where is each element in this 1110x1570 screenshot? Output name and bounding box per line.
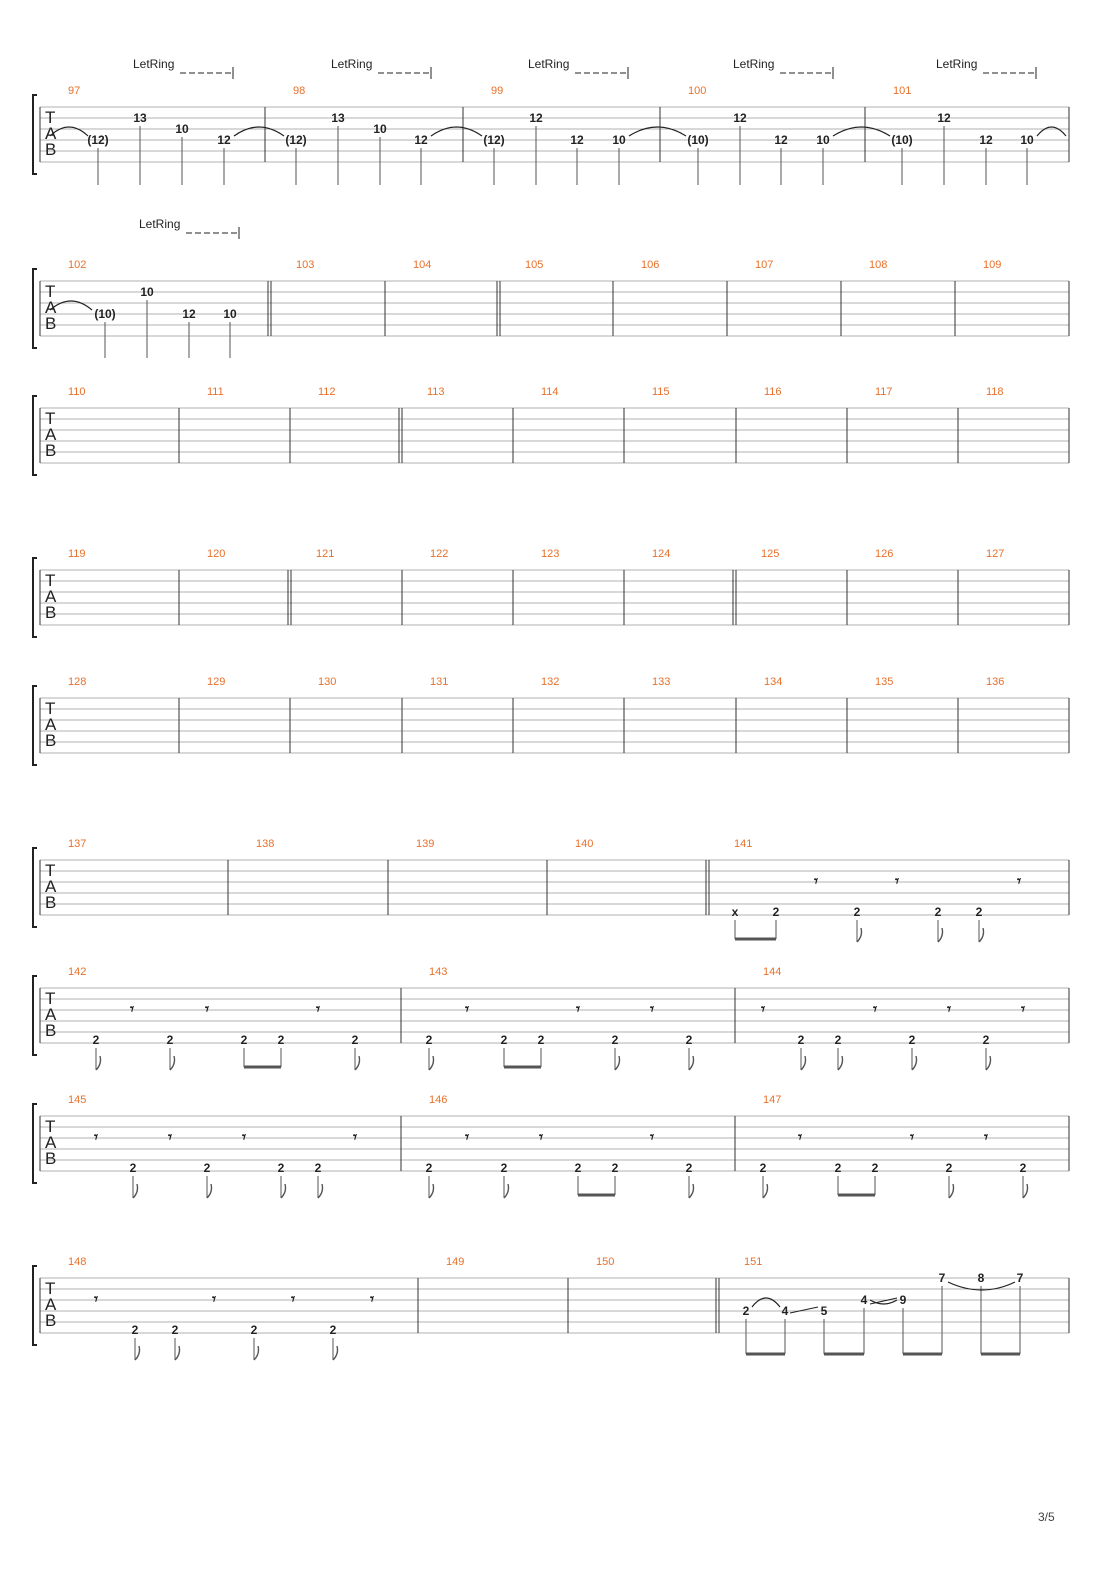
fret-number: 12	[979, 133, 993, 147]
measure-number: 113	[427, 386, 445, 398]
measure-number: 109	[983, 259, 1002, 271]
eighth-rest: 𝄾	[984, 1128, 988, 1146]
measure-number: 100	[688, 85, 707, 97]
tab-clef-letter: A	[45, 425, 57, 444]
note-flag	[133, 1184, 138, 1198]
fret-number: 2	[425, 1033, 433, 1047]
fret-number: 12	[733, 111, 747, 125]
measure-number: 119	[68, 548, 86, 560]
eighth-rest: 𝄾	[576, 1000, 580, 1018]
let-ring-label: LetRing	[331, 57, 373, 71]
measure-number: 104	[413, 259, 432, 271]
measure-number: 97	[68, 85, 81, 97]
measure-number: 138	[256, 838, 275, 850]
measure-number: 115	[652, 386, 670, 398]
fret-number: 10	[1020, 133, 1034, 147]
eighth-rest: 𝄾	[1021, 1000, 1025, 1018]
eighth-rest: 𝄾	[650, 1000, 654, 1018]
measure-number: 132	[541, 676, 560, 688]
tie-arc	[629, 127, 686, 136]
fret-number: 2	[834, 1161, 842, 1175]
measure-number: 125	[761, 548, 780, 560]
fret-number: (10)	[891, 133, 913, 147]
measure-number: 146	[429, 1094, 448, 1106]
page-number: 3/5	[1038, 1510, 1055, 1524]
fret-number: 2	[742, 1304, 750, 1318]
eighth-rest: 𝄾	[205, 1000, 209, 1018]
fret-number: 5	[820, 1304, 828, 1318]
tab-clef-letter: A	[45, 877, 57, 896]
fret-number: 2	[240, 1033, 248, 1047]
fret-number: 2	[1019, 1161, 1027, 1175]
tab-clef-letter: B	[45, 893, 57, 912]
fret-number: 2	[574, 1161, 582, 1175]
fret-number: 2	[537, 1033, 545, 1047]
fret-number: 10	[373, 122, 387, 136]
fret-number: 2	[685, 1161, 693, 1175]
measure-number: 148	[68, 1256, 87, 1268]
fret-number: x	[731, 905, 739, 919]
fret-number: 10	[140, 285, 154, 299]
system-bracket	[33, 269, 37, 348]
slide-line	[790, 1307, 818, 1313]
note-flag	[281, 1184, 286, 1198]
measure-number: 110	[68, 386, 86, 398]
fret-number: 2	[945, 1161, 953, 1175]
note-flag	[207, 1184, 212, 1198]
fret-number: 2	[772, 905, 780, 919]
measure-number: 133	[652, 676, 671, 688]
measure-number: 131	[430, 676, 449, 688]
fret-number: 2	[834, 1033, 842, 1047]
note-flag	[912, 1056, 917, 1070]
fret-number: 2	[934, 905, 942, 919]
fret-number: (12)	[483, 133, 505, 147]
tab-clef-letter: B	[45, 731, 57, 750]
measure-number: 99	[491, 85, 504, 97]
tab-clef-letter: B	[45, 1149, 57, 1168]
fret-number: 2	[166, 1033, 174, 1047]
fret-number: (12)	[87, 133, 109, 147]
tab-clef-letter: T	[45, 861, 56, 880]
fret-number: 7	[1016, 1271, 1024, 1285]
note-flag	[938, 928, 943, 942]
measure-number: 144	[763, 966, 782, 978]
measure-number: 147	[763, 1094, 782, 1106]
note-flag	[318, 1184, 323, 1198]
eighth-rest: 𝄾	[761, 1000, 765, 1018]
measure-number: 134	[764, 676, 783, 688]
fret-number: 2	[277, 1033, 285, 1047]
note-flag	[838, 1056, 843, 1070]
fret-number: (10)	[687, 133, 709, 147]
note-flag	[429, 1184, 434, 1198]
tab-clef-letter: A	[45, 124, 57, 143]
eighth-rest: 𝄾	[798, 1128, 802, 1146]
measure-number: 98	[293, 85, 306, 97]
tab-clef-letter: A	[45, 1295, 57, 1314]
fret-number: 12	[937, 111, 951, 125]
eighth-rest: 𝄾	[539, 1128, 543, 1146]
eighth-rest: 𝄾	[465, 1128, 469, 1146]
tie-arc	[752, 1298, 780, 1307]
fret-number: 2	[500, 1033, 508, 1047]
measure-number: 149	[446, 1256, 465, 1268]
note-flag	[504, 1184, 509, 1198]
measure-number: 105	[525, 259, 544, 271]
note-flag	[801, 1056, 806, 1070]
system-bracket	[33, 976, 37, 1055]
note-flag	[355, 1056, 360, 1070]
measure-number: 111	[207, 386, 224, 398]
eighth-rest: 𝄾	[168, 1128, 172, 1146]
eighth-rest: 𝄾	[650, 1128, 654, 1146]
eighth-rest: 𝄾	[895, 872, 899, 890]
fret-number: 2	[425, 1161, 433, 1175]
fret-number: 13	[331, 111, 345, 125]
fret-number: 10	[816, 133, 830, 147]
fret-number: 2	[685, 1033, 693, 1047]
fret-number: 2	[351, 1033, 359, 1047]
note-flag	[949, 1184, 954, 1198]
note-flag	[254, 1346, 259, 1360]
note-flag	[170, 1056, 175, 1070]
fret-number: 2	[611, 1161, 619, 1175]
note-flag	[135, 1346, 140, 1360]
note-flag	[763, 1184, 768, 1198]
fret-number: 4	[781, 1304, 789, 1318]
tab-clef-letter: B	[45, 603, 57, 622]
eighth-rest: 𝄾	[465, 1000, 469, 1018]
tab-clef-letter: B	[45, 1311, 57, 1330]
measure-number: 141	[734, 838, 753, 850]
measure-number: 142	[68, 966, 87, 978]
eighth-rest: 𝄾	[1017, 872, 1021, 890]
eighth-rest: 𝄾	[316, 1000, 320, 1018]
tie-arc	[431, 127, 482, 136]
note-flag	[429, 1056, 434, 1070]
fret-number: 2	[759, 1161, 767, 1175]
fret-number: 13	[133, 111, 147, 125]
measure-number: 150	[596, 1256, 615, 1268]
tab-clef-letter: B	[45, 441, 57, 460]
measure-number: 145	[68, 1094, 87, 1106]
slide-line	[870, 1298, 897, 1304]
measure-number: 140	[575, 838, 594, 850]
fret-number: 7	[938, 1271, 946, 1285]
note-flag	[857, 928, 862, 942]
eighth-rest: 𝄾	[291, 1290, 295, 1308]
eighth-rest: 𝄾	[814, 872, 818, 890]
note-flag	[1023, 1184, 1028, 1198]
measure-number: 118	[986, 386, 1004, 398]
measure-number: 127	[986, 548, 1005, 560]
fret-number: 2	[277, 1161, 285, 1175]
fret-number: 2	[129, 1161, 137, 1175]
measure-number: 107	[755, 259, 774, 271]
measure-number: 151	[744, 1256, 763, 1268]
eighth-rest: 𝄾	[242, 1128, 246, 1146]
fret-number: 12	[774, 133, 788, 147]
tab-clef-letter: B	[45, 1021, 57, 1040]
measure-number: 136	[986, 676, 1005, 688]
fret-number: 8	[977, 1271, 985, 1285]
measure-number: 112	[318, 386, 336, 398]
measure-number: 130	[318, 676, 337, 688]
tab-clef-letter: A	[45, 1005, 57, 1024]
measure-number: 120	[207, 548, 226, 560]
tab-clef-letter: A	[45, 298, 57, 317]
tab-clef-letter: T	[45, 571, 56, 590]
eighth-rest: 𝄾	[873, 1000, 877, 1018]
tab-clef-letter: T	[45, 1279, 56, 1298]
measure-number: 116	[764, 386, 782, 398]
tab-clef-letter: A	[45, 715, 57, 734]
fret-number: 2	[871, 1161, 879, 1175]
note-flag	[986, 1056, 991, 1070]
measure-number: 135	[875, 676, 894, 688]
fret-number: 2	[853, 905, 861, 919]
tab-clef-letter: B	[45, 314, 57, 333]
system-bracket	[33, 1104, 37, 1183]
note-flag	[615, 1056, 620, 1070]
measure-number: 121	[316, 548, 335, 560]
measure-number: 128	[68, 676, 87, 688]
measure-number: 122	[430, 548, 449, 560]
tab-clef-letter: A	[45, 587, 57, 606]
system-bracket	[33, 396, 37, 475]
fret-number: 2	[797, 1033, 805, 1047]
tab-clef-letter: B	[45, 140, 57, 159]
let-ring-label: LetRing	[528, 57, 570, 71]
measure-number: 124	[652, 548, 671, 560]
tab-clef-letter: T	[45, 1117, 56, 1136]
system-bracket	[33, 95, 37, 174]
fret-number: 12	[182, 307, 196, 321]
eighth-rest: 𝄾	[947, 1000, 951, 1018]
tie-arc	[234, 127, 284, 136]
let-ring-label: LetRing	[133, 57, 175, 71]
tab-clef-letter: T	[45, 282, 56, 301]
measure-number: 126	[875, 548, 894, 560]
eighth-rest: 𝄾	[94, 1128, 98, 1146]
fret-number: 2	[171, 1323, 179, 1337]
fret-number: 2	[611, 1033, 619, 1047]
measure-number: 102	[68, 259, 87, 271]
let-ring-label: LetRing	[936, 57, 978, 71]
let-ring-label: LetRing	[733, 57, 775, 71]
eighth-rest: 𝄾	[910, 1128, 914, 1146]
tab-clef-letter: A	[45, 1133, 57, 1152]
note-flag	[689, 1184, 694, 1198]
tab-clef-letter: T	[45, 699, 56, 718]
fret-number: 12	[570, 133, 584, 147]
fret-number: 12	[414, 133, 428, 147]
measure-number: 117	[875, 386, 893, 398]
fret-number: 2	[975, 905, 983, 919]
eighth-rest: 𝄾	[353, 1128, 357, 1146]
fret-number: 12	[217, 133, 231, 147]
note-flag	[689, 1056, 694, 1070]
fret-number: 2	[203, 1161, 211, 1175]
fret-number: 2	[92, 1033, 100, 1047]
eighth-rest: 𝄾	[94, 1290, 98, 1308]
measure-number: 106	[641, 259, 660, 271]
note-flag	[333, 1346, 338, 1360]
tab-clef-letter: T	[45, 989, 56, 1008]
fret-number: 10	[175, 122, 189, 136]
note-flag	[96, 1056, 101, 1070]
fret-number: 2	[500, 1161, 508, 1175]
fret-number: 2	[908, 1033, 916, 1047]
measure-number: 143	[429, 966, 448, 978]
system-bracket	[33, 686, 37, 765]
fret-number: 12	[529, 111, 543, 125]
tie-arc	[1037, 127, 1066, 136]
fret-number: (10)	[94, 307, 116, 321]
eighth-rest: 𝄾	[370, 1290, 374, 1308]
tab-clef-letter: T	[45, 108, 56, 127]
measure-number: 139	[416, 838, 435, 850]
fret-number: 2	[250, 1323, 258, 1337]
measure-number: 123	[541, 548, 560, 560]
measure-number: 103	[296, 259, 315, 271]
measure-number: 129	[207, 676, 226, 688]
fret-number: 9	[899, 1293, 907, 1307]
system-bracket	[33, 1266, 37, 1345]
note-flag	[979, 928, 984, 942]
measure-number: 114	[541, 386, 559, 398]
fret-number: 4	[860, 1293, 868, 1307]
fret-number: (12)	[285, 133, 307, 147]
system-bracket	[33, 848, 37, 927]
measure-number: 101	[893, 85, 912, 97]
fret-number: 2	[982, 1033, 990, 1047]
note-flag	[175, 1346, 180, 1360]
fret-number: 2	[329, 1323, 337, 1337]
eighth-rest: 𝄾	[212, 1290, 216, 1308]
system-bracket	[33, 558, 37, 637]
measure-number: 108	[869, 259, 888, 271]
measure-number: 137	[68, 838, 87, 850]
fret-number: 10	[612, 133, 626, 147]
fret-number: 2	[131, 1323, 139, 1337]
fret-number: 2	[314, 1161, 322, 1175]
eighth-rest: 𝄾	[130, 1000, 134, 1018]
tab-clef-letter: T	[45, 409, 56, 428]
let-ring-label: LetRing	[139, 217, 181, 231]
fret-number: 10	[223, 307, 237, 321]
tie-arc	[833, 127, 890, 136]
